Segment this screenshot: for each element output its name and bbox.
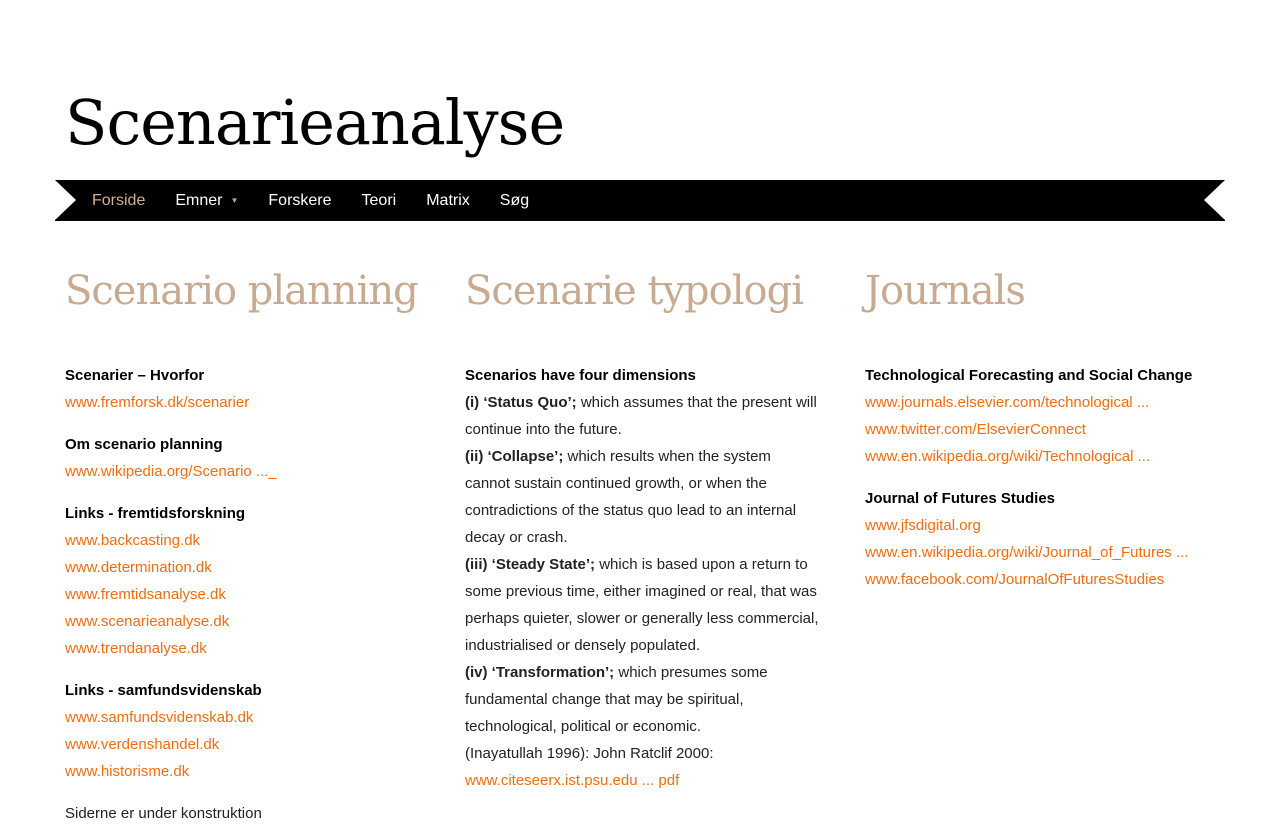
column-scenarie-typologi [465, 262, 820, 794]
external-link[interactable]: www.journals.elsevier.com/technological ... [865, 394, 1150, 411]
nav-item-teori[interactable] [362, 192, 397, 210]
section-heading: Scenarios have four dimensions [465, 367, 696, 384]
dimension-text: which results when the system cannot sustain continued growth, or when the contradictions of the status quo lead to an internal decay or crash. [465, 448, 797, 546]
nav-item-label: Matrix [426, 191, 470, 209]
link-group [65, 431, 425, 485]
external-link[interactable]: www.verdenshandel.dk [65, 736, 220, 753]
nav-ribbon-notch-left [55, 180, 76, 220]
column-title: Journals [865, 268, 1025, 314]
nav-item-label: Søg [499, 191, 530, 209]
dimension-text: which is based upon a return to some previous time, either imagined or real, that was perhaps quieter, slower or generally less commercial, industrialised or densely populated. [465, 556, 819, 654]
external-link[interactable]: www.scenarieanalyse.dk [65, 613, 230, 630]
dimension-text: which assumes that the present will continue into the future. [465, 394, 817, 438]
link-group [865, 362, 1215, 470]
nav-item-sog[interactable] [500, 192, 529, 210]
dimension-label: (iv) ‘Transformation’; [465, 664, 615, 681]
link-group [865, 485, 1215, 593]
nav-item-matrix[interactable] [426, 192, 470, 210]
column-title: Scenario planning [65, 268, 418, 314]
nav-item-label: Emner [175, 191, 223, 209]
citation: (Inayatullah 1996): John Ratclif 2000: [465, 745, 714, 762]
external-link[interactable]: www.samfundsvidenskab.dk [65, 709, 254, 726]
external-link[interactable]: www.wikipedia.org/Scenario ..._ [65, 463, 277, 480]
group-heading: Technological Forecasting and Social Change [865, 367, 1193, 384]
external-link[interactable]: www.jfsdigital.org [865, 517, 981, 534]
main-navigation [55, 180, 1225, 221]
nav-item-label: Teori [361, 191, 397, 209]
nav-item-forskere[interactable] [268, 192, 331, 210]
external-link[interactable]: www.twitter.com/ElsevierConnect [865, 421, 1086, 438]
external-link[interactable]: www.backcasting.dk [65, 532, 201, 549]
column-title: Scenarie typologi [465, 268, 804, 314]
external-link[interactable]: www.fremforsk.dk/scenarier [65, 394, 250, 411]
link-group [65, 500, 425, 662]
nav-item-forside[interactable] [92, 192, 145, 210]
nav-item-label: Forside [92, 191, 146, 209]
group-heading: Journal of Futures Studies [865, 490, 1056, 507]
group-heading: Scenarier – Hvorfor [65, 367, 205, 384]
external-link[interactable]: www.trendanalyse.dk [65, 640, 207, 657]
link-group [65, 362, 425, 416]
external-link[interactable]: www.facebook.com/JournalOfFuturesStudies [865, 571, 1165, 588]
dimension-item [465, 389, 820, 443]
group-heading: Links - samfundsvidenskab [65, 682, 262, 699]
group-heading: Links - fremtidsforskning [65, 505, 246, 522]
external-link[interactable]: www.determination.dk [65, 559, 212, 576]
dimension-text: which presumes some fundamental change that may be spiritual, technological, political or economic. [465, 664, 768, 735]
dimension-label: (ii) ‘Collapse’; [465, 448, 564, 465]
column-journals [865, 262, 1215, 608]
external-link[interactable]: www.citeseerx.ist.psu.edu ... pdf [465, 772, 680, 789]
nav-item-label: Forskere [268, 191, 332, 209]
external-link[interactable]: www.fremtidsanalyse.dk [65, 586, 226, 603]
dropdown-caret-icon: ▼ [230, 196, 239, 205]
construction-notice: Siderne er under konstruktion [65, 805, 262, 822]
dimension-item [465, 551, 820, 659]
nav-item-emner[interactable] [175, 192, 238, 210]
external-link[interactable]: www.en.wikipedia.org/wiki/Journal_of_Futures ... [865, 544, 1189, 561]
column-scenario-planning [65, 262, 425, 827]
external-link[interactable]: www.historisme.dk [65, 763, 190, 780]
dimension-item [465, 443, 820, 551]
nav-ribbon-notch-right [1204, 180, 1225, 220]
site-title[interactable]: Scenarieanalyse [65, 86, 565, 159]
dimension-label: (i) ‘Status Quo’; [465, 394, 577, 411]
link-group [65, 677, 425, 785]
dimension-item [465, 659, 820, 740]
dimension-label: (iii) ‘Steady State’; [465, 556, 596, 573]
external-link[interactable]: www.en.wikipedia.org/wiki/Technological ... [865, 448, 1151, 465]
group-heading: Om scenario planning [65, 436, 223, 453]
